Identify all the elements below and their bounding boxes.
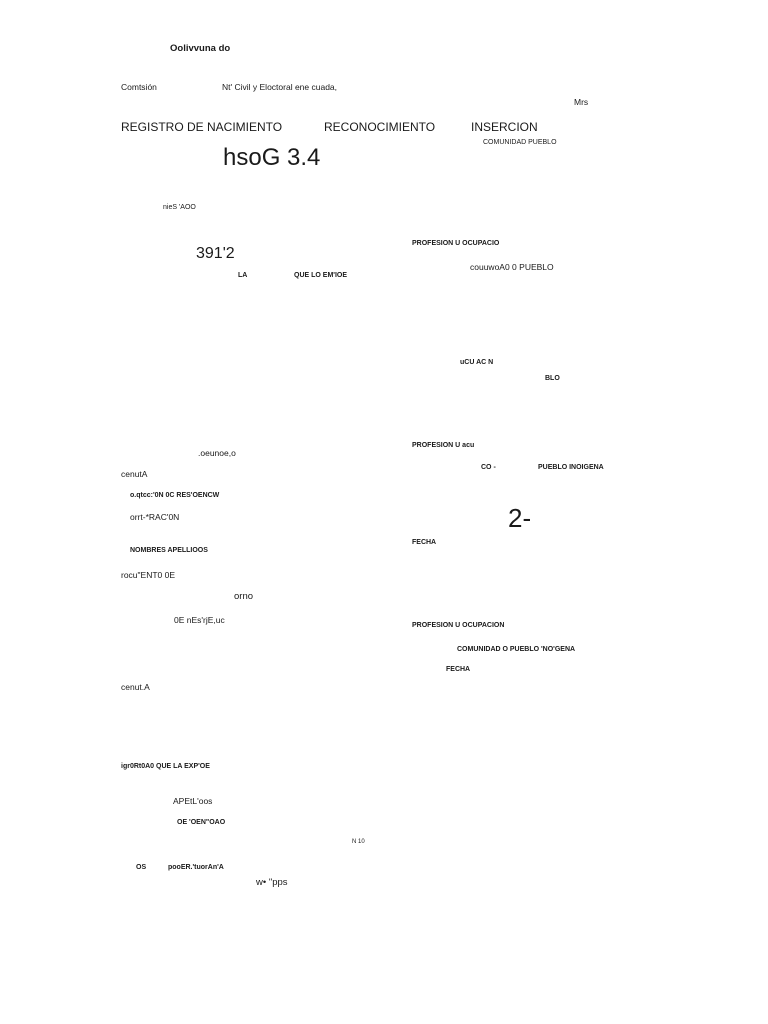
nombres-label: NOMBRES APELLIOOS — [130, 547, 208, 554]
cenuta-label-1: cenutA — [121, 469, 148, 479]
oe-oen-label: OE 'OEN"OAO — [177, 819, 226, 826]
poo-label: pooER.'tuorAn'A — [168, 864, 224, 871]
os-label: OS — [136, 864, 147, 871]
comunidad-pueblo-label: COMUNIDAD PUEBLO — [483, 139, 557, 146]
comunidad-label-3: COMUNIDAD O PUEBLO 'NO'GENA — [457, 646, 576, 653]
oe-nes-label: 0E nEs'rjE,uc — [174, 615, 225, 625]
record-code: 391'2 — [196, 245, 235, 262]
la-label: LA — [238, 272, 248, 279]
profesion-label-3: PROFESION U OCUPACION — [412, 622, 505, 629]
mrs-label: Mrs — [574, 97, 589, 107]
pueblo-indigena-label: PUEBLO INOIGENA — [538, 464, 604, 471]
header-title: Oolivvuna do — [170, 43, 231, 54]
insercion-heading: INSERCION — [471, 120, 538, 134]
blo-label: BLO — [545, 375, 560, 382]
reconocimiento-heading: RECONOCIMIENTO — [324, 120, 436, 134]
profesion-label-1: PROFESION U OCUPACIO — [412, 240, 500, 247]
profesion-label-2: PROFESION U acu — [412, 442, 475, 449]
registry-name: Nt' Civil y Eloctoral ene cuada, — [222, 82, 338, 92]
orrt-label: orrt-*RAC'0N — [130, 512, 180, 522]
co-label: CO - — [481, 464, 496, 471]
registro-heading: REGISTRO DE NACIMIENTO — [121, 120, 283, 134]
fecha-label-2: FECHA — [446, 666, 471, 673]
ucu-label: uCU AC N — [460, 359, 494, 366]
wpps-label: w• "pps — [256, 877, 288, 888]
oqtcc-label: o.qtcc:'0N 0C RES'OENCW — [130, 492, 220, 499]
oeunoe-label: .oeunoe,o — [198, 448, 236, 458]
rocu-label: rocu"ENT0 0E — [121, 570, 176, 580]
que-lo-emite-label: QUE LO EM'IOE — [294, 272, 348, 279]
igr-label: igr0Rt0A0 QUE LA EXP'OE — [121, 763, 210, 770]
apellidos-label: APEtL'oos — [173, 796, 213, 806]
n10-label: N 10 — [352, 839, 365, 845]
orno-label: orno — [234, 591, 254, 602]
record-number: hsoG 3.4 — [223, 144, 321, 171]
nies-label: nieS 'AOO — [163, 204, 196, 211]
commission-label: Comtsión — [121, 82, 157, 92]
two-mark: 2- — [508, 503, 532, 533]
comunidad-label-1: couuwoA0 0 PUEBLO — [470, 262, 554, 272]
cenuta-label-2: cenut.A — [121, 682, 150, 692]
fecha-label-1: FECHA — [412, 539, 437, 546]
